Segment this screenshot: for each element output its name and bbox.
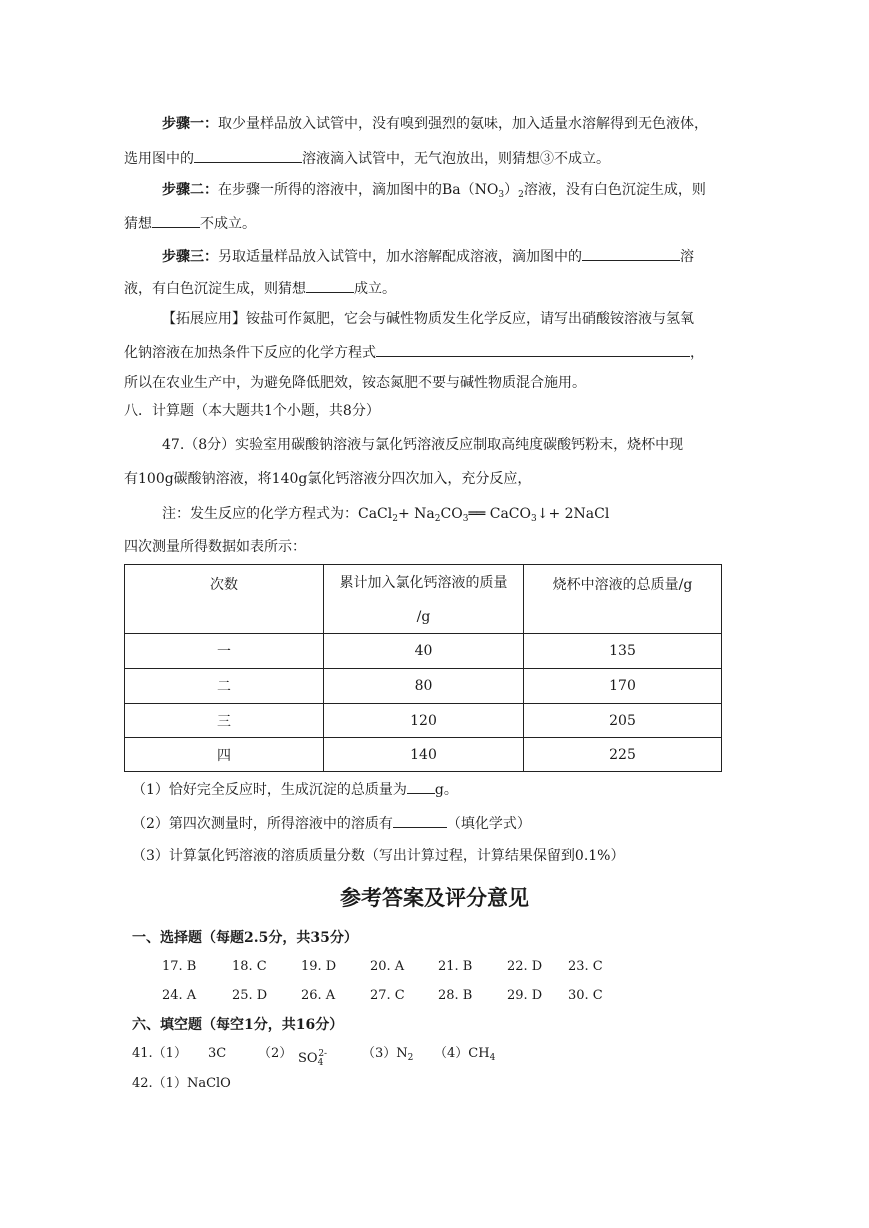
choice-answer: 27. C <box>370 988 405 1003</box>
reaction-equation <box>162 504 609 529</box>
table-cell: 80 <box>324 669 524 704</box>
table-cell: 四 <box>125 738 324 772</box>
table-cell: 一 <box>125 634 324 669</box>
choice-answer: 18. C <box>232 959 267 974</box>
subq-2 <box>132 812 531 834</box>
choice-answer: 29. D <box>507 988 543 1003</box>
data-table <box>124 564 722 772</box>
choice-answer: 30. C <box>568 988 603 1003</box>
step2-sub2: 2 <box>518 190 524 200</box>
table-cell: 120 <box>324 704 524 738</box>
table-intro: 四次测量所得数据如表所示： <box>124 539 306 555</box>
extension-text-b2: ， <box>690 345 704 361</box>
answer-section-choice: 一、选择题（每题2.5分，共35分） <box>132 930 358 946</box>
subq-2-blank[interactable] <box>393 812 447 828</box>
answer-section-fill: 六、填空题（每空1分，共16分） <box>132 1017 344 1033</box>
a41-n: （3）N <box>362 1046 408 1061</box>
step3-label: 步骤三： <box>162 249 218 265</box>
eq-sub-2: 2 <box>434 514 441 524</box>
step2-text-a3: 溶液，没有白色沉淀生成，则 <box>523 182 706 198</box>
table-cell: 三 <box>125 704 324 738</box>
table-cell: 225 <box>524 738 722 772</box>
choice-answer: 22. D <box>507 959 543 974</box>
table-row <box>125 669 722 704</box>
subq-1 <box>132 778 458 800</box>
a41-ch: （4）CH <box>434 1046 490 1061</box>
extension-line1: 【拓展应用】铵盐可作氮肥，它会与碱性物质发生化学反应，请写出硝酸铵溶液与氢氧 <box>162 311 694 327</box>
step1-line1 <box>162 114 708 134</box>
step2-text-b2: 不成立。 <box>200 216 256 232</box>
a41-part-3 <box>362 1044 413 1068</box>
step2-text-a2: ） <box>504 182 519 198</box>
choice-answer: 17. B <box>162 959 197 974</box>
step1-label: 步骤一： <box>162 116 218 132</box>
eq-part-c: CO <box>440 506 463 522</box>
step2-text-b1: 猜想 <box>124 216 152 232</box>
q47-line2: 有100g碳酸钠溶液，将140g氯化钙溶液分四次加入，充分反应， <box>124 471 532 487</box>
a41-number: 41.（1） <box>132 1046 187 1061</box>
a41-so-sub: 4 <box>317 1058 324 1068</box>
eq-part-b: + Na <box>397 506 435 522</box>
answer-title: 参考答案及评分意见 <box>340 885 529 910</box>
table-header-row <box>125 565 722 634</box>
step3-answer-blank-2[interactable] <box>306 277 354 293</box>
step1-answer-blank[interactable] <box>194 147 302 163</box>
header-total-mass: 烧杯中溶液的总质量/g <box>524 565 722 634</box>
header-count: 次数 <box>125 565 324 634</box>
step3-line1 <box>162 245 694 267</box>
step3-text-a2: 溶 <box>680 249 694 265</box>
table-cell: 170 <box>524 669 722 704</box>
subq-1-blank[interactable] <box>407 778 435 794</box>
step2-label: 步骤二： <box>162 182 218 198</box>
subq-2-hint: （填化学式） <box>446 816 531 832</box>
step2-line1 <box>162 180 706 205</box>
choice-answer: 25. D <box>232 988 268 1003</box>
extension-line2 <box>124 341 704 363</box>
eq-sub-1: 2 <box>392 514 398 524</box>
step1-text-b2: 溶液滴入试管中，无气泡放出，则猜想③不成立。 <box>302 151 610 167</box>
table-cell: 205 <box>524 704 722 738</box>
table-row <box>125 738 722 772</box>
header-added-mass-line2: /g <box>416 609 431 625</box>
choice-answer: 19. D <box>301 959 337 974</box>
table-row <box>125 634 722 669</box>
step3-text-a1: 另取适量样品放入试管中，加水溶解配成溶液，滴加图中的 <box>218 249 582 265</box>
eq-part-a: 注：发生反应的化学方程式为：CaCl <box>162 506 393 522</box>
choice-answer: 28. B <box>438 988 473 1003</box>
table-cell: 二 <box>125 669 324 704</box>
table-row <box>125 704 722 738</box>
subq-1-text: （1）恰好完全反应时，生成沉淀的总质量为 <box>132 782 407 798</box>
step3-line2 <box>124 277 396 299</box>
step1-line2 <box>124 147 610 169</box>
step3-text-b1: 液，有白色沉淀生成，则猜想 <box>124 281 306 297</box>
eq-part-e: ↓+ 2NaCl <box>536 506 610 522</box>
a41-n-sub: 2 <box>407 1053 414 1063</box>
section8-heading: 八．计算题（本大题共1个小题，共8分） <box>124 403 380 419</box>
table-cell: 140 <box>324 738 524 772</box>
step2-line2 <box>124 212 256 234</box>
choice-answer: 20. A <box>370 959 405 974</box>
eq-sub-3: 3 <box>462 514 469 524</box>
a41-so: SO <box>298 1051 318 1066</box>
a41-value-2 <box>298 1044 332 1073</box>
step3-answer-blank-1[interactable] <box>582 245 680 261</box>
a42-text: 42.（1）NaClO <box>132 1076 231 1091</box>
header-added-mass-line1: 累计加入氯化钙溶液的质量 <box>339 575 508 591</box>
extension-line3: 所以在农业生产中，为避免降低肥效，铵态氮肥不要与碱性物质混合施用。 <box>124 375 586 391</box>
step2-text-a1: 在步骤一所得的溶液中，滴加图中的Ba（NO <box>218 182 499 198</box>
subq-2-text: （2）第四次测量时，所得溶液中的溶质有 <box>132 816 393 832</box>
a41-part-2: （2） <box>258 1046 293 1061</box>
step3-text-b2: 成立。 <box>354 281 396 297</box>
header-added-mass <box>324 565 524 634</box>
step1-text-a: 取少量样品放入试管中，没有嗅到强烈的氨味，加入适量水溶解得到无色液体， <box>218 116 708 132</box>
a41-so-sup: 2- <box>318 1049 328 1059</box>
equation-answer-blank[interactable] <box>376 341 690 357</box>
q47-line1: 47.（8分）实验室用碳酸钠溶液与氯化钙溶液反应制取高纯度碳酸钙粉末，烧杯中现 <box>162 437 684 453</box>
step1-text-b1: 选用图中的 <box>124 151 194 167</box>
table-cell: 40 <box>324 634 524 669</box>
a41-part-4 <box>434 1044 495 1068</box>
extension-text-b1: 化钠溶液在加热条件下反应的化学方程式 <box>124 345 376 361</box>
subq-3: （3）计算氯化钙溶液的溶质质量分数（写出计算过程，计算结果保留到0.1%） <box>132 848 625 864</box>
choice-answer: 24. A <box>162 988 197 1003</box>
step2-answer-blank[interactable] <box>152 212 200 228</box>
table-cell: 135 <box>524 634 722 669</box>
eq-sub-4: 3 <box>531 514 537 524</box>
step2-sub3: 3 <box>498 190 505 200</box>
subq-1-unit: g。 <box>434 782 458 798</box>
choice-answer: 21. B <box>438 959 473 974</box>
choice-answer: 26. A <box>301 988 336 1003</box>
eq-part-d: ══ CaCO <box>468 506 531 522</box>
a41-ch-sub: 4 <box>489 1053 496 1063</box>
choice-answer: 23. C <box>568 959 603 974</box>
a41-value-1: 3C <box>208 1046 227 1061</box>
